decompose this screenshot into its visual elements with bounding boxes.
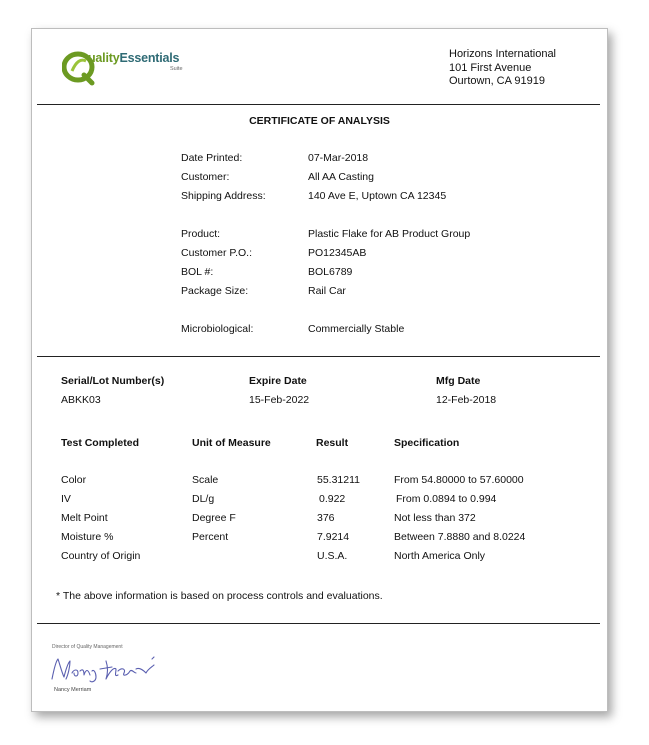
detail-value-customer-po: PO12345AB bbox=[308, 247, 367, 259]
test-header-result: Result bbox=[316, 437, 349, 449]
company-address bbox=[449, 48, 556, 89]
detail-value-customer: All AA Casting bbox=[308, 171, 374, 183]
table-row-cell: DL/g bbox=[192, 493, 215, 505]
table-row-cell: From 0.0894 to 0.994 bbox=[396, 493, 497, 505]
test-header-test: Test Completed bbox=[61, 437, 139, 449]
test-header-unit: Unit of Measure bbox=[192, 437, 271, 449]
detail-label-customer: Customer: bbox=[181, 171, 230, 183]
signatory-title: Director of Quality Management bbox=[52, 644, 123, 650]
table-row-cell: From 54.80000 to 57.60000 bbox=[394, 474, 524, 486]
table-row-cell: Between 7.8880 and 8.0224 bbox=[394, 531, 526, 543]
detail-label-microbiological: Microbiological: bbox=[181, 323, 254, 335]
company-city: Ourtown, CA 91919 bbox=[449, 75, 546, 87]
handwritten-signature-icon bbox=[48, 651, 163, 685]
logo-wordmark bbox=[88, 51, 179, 65]
test-header-spec: Specification bbox=[394, 437, 460, 449]
logo-suite-label: Suite bbox=[170, 66, 183, 72]
logo-word-quality: uality bbox=[88, 51, 120, 65]
table-row-cell: North America Only bbox=[394, 550, 486, 562]
signatory-name: Nancy Merriam bbox=[54, 687, 92, 693]
detail-label-product: Product: bbox=[181, 228, 221, 240]
lot-value-expire: 15-Feb-2022 bbox=[249, 394, 310, 406]
table-row-cell: Country of Origin bbox=[61, 550, 141, 562]
table-row-cell: Percent bbox=[192, 531, 229, 543]
lot-header-mfg: Mfg Date bbox=[436, 375, 481, 387]
table-row-cell: Not less than 372 bbox=[394, 512, 476, 524]
table-row-cell: Melt Point bbox=[61, 512, 108, 524]
table-row-cell: 0.922 bbox=[319, 493, 346, 505]
detail-label-shipping-address: Shipping Address: bbox=[181, 190, 266, 202]
detail-value-date-printed: 07-Mar-2018 bbox=[308, 152, 369, 164]
detail-label-bol: BOL #: bbox=[181, 266, 214, 278]
table-row-cell: 7.9214 bbox=[317, 531, 350, 543]
certificate-page bbox=[31, 28, 608, 712]
detail-value-bol: BOL6789 bbox=[308, 266, 353, 278]
logo-word-essentials: Essentials bbox=[119, 51, 180, 65]
detail-value-package-size: Rail Car bbox=[308, 285, 346, 297]
table-row-cell: Moisture % bbox=[61, 531, 114, 543]
footnote: * The above information is based on process controls and evaluations. bbox=[56, 590, 383, 602]
table-row-cell: U.S.A. bbox=[317, 550, 348, 562]
detail-value-shipping-address: 140 Ave E, Uptown CA 12345 bbox=[308, 190, 447, 202]
table-row-cell: IV bbox=[61, 493, 71, 505]
document-title: CERTIFICATE OF ANALYSIS bbox=[249, 115, 390, 127]
lot-header-serial: Serial/Lot Number(s) bbox=[61, 375, 165, 387]
table-row-cell: 55.31211 bbox=[317, 474, 361, 486]
detail-label-customer-po: Customer P.O.: bbox=[181, 247, 252, 259]
table-row-cell: Degree F bbox=[192, 512, 236, 524]
header-divider bbox=[37, 104, 600, 105]
detail-value-microbiological: Commercially Stable bbox=[308, 323, 405, 335]
company-name: Horizons International bbox=[449, 48, 557, 60]
details-divider bbox=[37, 356, 600, 357]
table-row-cell: Color bbox=[61, 474, 87, 486]
table-row-cell: 376 bbox=[317, 512, 335, 524]
detail-label-date-printed: Date Printed: bbox=[181, 152, 243, 164]
lot-value-mfg: 12-Feb-2018 bbox=[436, 394, 497, 406]
detail-value-product: Plastic Flake for AB Product Group bbox=[308, 228, 471, 240]
company-street: 101 First Avenue bbox=[449, 61, 532, 74]
table-row-cell: Scale bbox=[192, 474, 219, 486]
lot-header-expire: Expire Date bbox=[249, 375, 307, 387]
detail-label-package-size: Package Size: bbox=[181, 285, 249, 297]
lot-value-serial: ABKK03 bbox=[61, 394, 101, 406]
signature-divider bbox=[37, 623, 600, 624]
